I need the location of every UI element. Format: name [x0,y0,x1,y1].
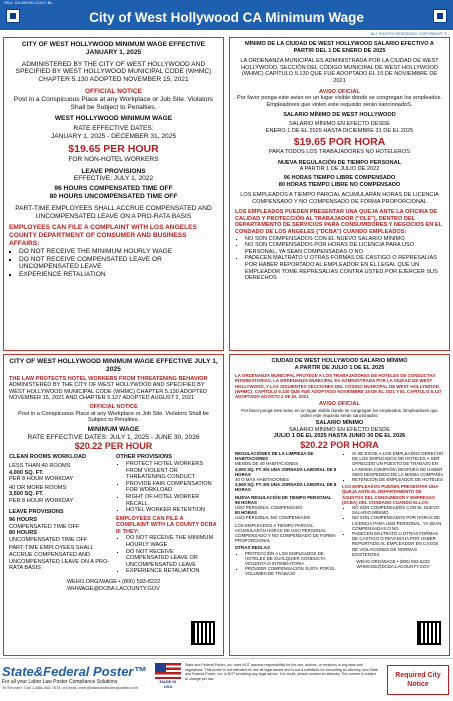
notice-title: AVISO OFICIAL [319,88,360,95]
rights-list [342,451,444,482]
admin-text: LA ORDENANZA MUNICIPAL ES ADMINISTRADA POR LA CIUDAD DE WEST HOLLYWOOD, SECCIÓN DEL CÓDIGO MUNICIPAL DE WEST HOLLYWOOD (WHMC) CAPÍTULO 5.130 QUE FUE ADOPTADO EL 15 DE NOVIEMBRE DE 2021 [240,58,439,84]
other-title: OTHER PROVISIONS [116,454,172,461]
wage-amount: $19.65 PER HOUR [68,142,159,155]
list-item: ▪ NO SON COMPENSADOS CON EL NUEVO SALARIO MÍNIMO [352,505,444,515]
clean-item: 40 OR MORE ROOMS [9,484,67,491]
contact-email: WHWAGE@DCBA.LACOUNTY.GOV [67,585,160,592]
panel-subheading: A PARTIR DE JULIO 1 DE EL 2025 [294,364,385,371]
panel-heading: CITY OF WEST HOLLYWOOD MINIMUM WAGE EFFECTIVE JULY 1, 2025 [9,358,218,373]
list-item: ▪ SI SE EXIGE A LOS EMPLEADOS DERECHO DE LOS EMPLEADOS DE HOTELES A SER OFRECIDO UN PUESTO DE TRABAJO EN LA MISMA COMPAÑÍA DESPUÉS DE HABER SIDO DESPEDIDO DE LA MISMA COMPAÑÍA [352,451,444,477]
wage-subtitle: PARA TODOS LOS TRABAJADORES NO HOTELEROS [268,149,411,156]
contact-email: WHWAGE@DCBA.LACOUNTY.GOV [356,564,430,570]
rate-label: SALARIO MÍNIMO EN EFECTO DESDE [289,120,390,127]
qr-code-icon [417,621,441,645]
list-item: ▪ DO NOT RECEIVE COMPENSATED LEAVE OR UNCOMPENSATED LEAVE [19,256,218,272]
complaint-text: LOS EMPLEADOS PUEDEN PRESENTAR UNA QUEJA ANTE EL DEPARTAMENTO DE ASUNTOS DEL CONSUMIDOR Y EMPRESAS (DCBA) DEL CONDADO CUANDO ELLOS: [342,484,439,505]
notice-text: Por favor ponga este aviso en un lugar visible donde se congregan los empleados. Empleadores que violen este requisito serán sancionadoS. [237,95,442,108]
footer [0,658,453,701]
clean-item: PER 8 HOUR WORKDAY [9,476,74,483]
leave-effective: A PARTIR 1 DE JULIO DE 2022 [299,166,380,173]
qr-code-icon [191,621,215,645]
clean-title: CLEAN ROOMS WORKLOAD [9,454,87,461]
leave-uncompensated: 80 HORAS TIEMPO LIBRE NO COMPENSADO [278,181,401,188]
list-item: ▪ HOTEL WORKER RETENTION [126,507,218,514]
reorder-contact: To Reorder: Call 1-888-465-7678 or Email order@stateandfederalposter.com [2,685,138,690]
notice-title: OFFICIAL NOTICE [84,87,143,95]
leave-uncompensated: 80 HOURS UNCOMPENSATED TIME OFF [49,192,178,200]
part-time-text: PART-TIME EMPLOYEES SHALL ACCRUE COMPENSATED AND UNCOMPENSATED LEAVE ON A PRO-RATA BASIS [15,204,212,220]
city-seal-icon [433,9,447,23]
notice-text: Post in a Conspicuous Place at any Workplace or Job Site. Violators Shall be Subject to Penalties. [18,410,209,424]
list-item: ▪ PADECEN MALTRATO U OTRAS FORMAS DE CASTIGO O REPRESALIAS POR HABER REPORTADO AL EMPLEADOR EN ÉL LEGAL QUE UN EMPLEADOR TOME REPRESALIAS CONTRA USTED POR EJERCER SUS DERECHOS [245,255,444,281]
complaint-text: LOS EMPLEADOS PUEDEN PRESENTAR UNA QUEJA ANTE LA OFICINA DE CALIDAD Y PROTECCIÓN AL TRABAJADOR ("OLE"), DENTRO DEL DEPARTAMENTO DE SERVICIOS PARA CONSUMIDORES Y NEGOCIOS EN EL CONDADO DE LOS ANGELES ("DCBA") CUANDO EMPLEADOS: [235,209,442,236]
law-text: LA ORDENANZA MUNICIPAL PROTEGE A LOS TRABAJADORES DE HOTELES DE CONDUCTAS INTIMIDATORIAS. LA ORDENANZA MUNICIPAL ES ADMINISTRADA POR LA CIUDAD DE WEST HOLLYWOOD, Y LAS SIGUIENTES SECCIONES DEL CÓDIGO MUNICIPAL DE WEST HOLLYWOOD (WHMC): CAPÍTULO 5.130 QUE FUE ADOPTADO NOVIEMBRE 15 DE EL 2021 Y EL CAPÍTULO 5.127 ADOPTADO AGOSTO 2 DE EL 2021 [235,373,442,399]
leave-title: LEAVE PROVISIONS [9,508,64,515]
part-time-text: PART-TIME EMPLOYEES SHALL ACCRUE COMPENSATED AND UNCOMPENSATED LEAVE ON A PRO-RATA BASIS [9,545,110,572]
leave-compensated-label: USO PERSONAL COMPENSADO [235,505,303,511]
leave-compensated: 96 HORAS [235,499,257,505]
leave-title: NUEVA REGULACIÓN DE TIEMPO PERSONAL [277,159,402,166]
notice-text: Por favor ponga este aviso en un lugar visible donde se congregan los empleados. Empleadores que violen este requisito serán sancionados. [241,407,438,418]
copyright: ALL RIGHTS RESERVED. COPYRIGHT © [370,31,447,36]
minimum-wage-title: SALARIO MÍNIMO DE WEST HOLLYWOOD [283,112,396,119]
wage-amount: $20.22 PER HOUR [74,441,153,452]
logo-text: State&Federal Poster [2,664,134,679]
list-item: ▪ PROVIDE FAIR COMPENSATION FOR WORKLOAD [126,481,218,494]
notice-text: Post in a Conspicuous Place at any Workplace or Job Site. Violators Shall be Subject to Penalties. [13,95,214,111]
panel-heading: CITY OF WEST HOLLYWOOD MINIMUM WAGE EFFECTIVE JANUARY 1, 2025 [21,41,206,56]
panel-heading: CIUDAD DE WEST HOLLYWOOD SALARIO MÍNIMO [271,358,408,364]
part-time-text: LOS EMPLEADOS A TIEMPO PARCIAL ACUMULARÁN HORAS DE LICENCIA COMPENSADO Y NO COMPENSADO DE FORMA PROPORCIONAL [240,192,439,205]
list-item: ▪ PROVEER COMPENSACIÓN JUSTA POR EL VOLUMEN DE TRABAJO [245,566,337,576]
notice-title: OFFICIAL NOTICE [89,403,138,410]
panel-spanish-jul [229,354,450,656]
wage-amount: $20.22 POR HORA [300,439,379,450]
leave-compensated: 96 HORAS TIEMPO LIBRE COMPENSADO [283,174,396,181]
minimum-wage-title: MINIMUM WAGE [87,425,140,433]
complaint-list [342,505,444,557]
rate-dates: JULIO 1 DE EL 2025 HASTA JUNIO 30 DE EL 2026 [273,433,406,440]
required-notice-badge: Required City Notice [387,665,449,695]
leave-uncompensated-label: USO PERSONAL NO COMPENSADO [235,515,311,521]
contact-phone: WEHO.ORG/WAGE • (800) 593-8222 [66,579,161,586]
made-in-usa-text: MADE IN USA [159,679,177,689]
list-item: ▪ PROTECT HOTEL WORKERS FROM VIOLENT OR THREATENING CONDUCT [126,461,218,481]
list-item: ▪ RETENCIÓN DE EMPLEADOS DE HOTELES [352,477,444,482]
leave-compensated: 96 HOURS COMPENSATED TIME OFF [54,185,173,193]
complaint-text: EMPLOYEES CAN FILE A COMPLAINT WITH LA COUNTY DCBA IF THEY: [116,515,217,535]
clean-item: MENOS DE 40 HABITACIONES [235,461,299,467]
rate-dates: ENERO 1 DE EL 2025 HASTA DICIEMBRE 31 DE EL 2025 [265,127,414,134]
clean-item: 3,500 SQ. FT. [9,491,44,498]
made-in-usa-badge [155,663,181,697]
clean-item: LESS THAN 40 ROOMS [9,462,71,469]
panel-spanish-jan [229,37,450,351]
list-item: ▪ NO SON COMPENSADOS POR HORAS DE LICENCIA PARA USO PERSONAL, YA SEAN COMPENSADAS O NO [352,515,444,531]
other-list [235,551,337,577]
wage-subtitle: FOR NON-HOTEL WORKERS [68,155,159,163]
list-item: ▪ PADECEN MALTRATO U OTRAS FORMAS DE CASTIGO O REVANCHA POR HABER REPORTADO AL EMPLEADOR EN CASOS DE VIOLACIONES DE NORMAS EXISTENTES [352,531,444,557]
list-item: ▪ DO NOT RECEIVE COMPENSATED LEAVE OR UNCOMPENSATED LEAVE [126,549,218,569]
rate-dates: JANUARY 1, 2025 - DECEMBER 31, 2025 [50,132,177,140]
list-item: ▪ DO NOT RECEIVE THE MINIMUM HOURLY WAGE [19,248,218,256]
poster-title: City of West Hollywood CA Minimum Wage [89,10,364,25]
leave-title: NUEVA REGULACIÓN DE TIEMPO PERSONAL [235,494,332,500]
list-item: ▪ NO SON COMPENSADOS POR HORAS DE LICENCIA PARA USO PERSONAL, YA SEAN COMPENSADAS O NO [245,242,444,255]
leave-compensated: 96 HOURS [9,517,37,524]
us-flag-icon [155,663,181,679]
panel-heading: MÍNIMO DE LA CIUDAD DE WEST HOLLYWOOD SALARIO EFECTIVO A PARTIR DEL 1 DE ENERO DE 2025 [245,41,434,54]
wage-amount: $19.65 POR HORA [293,136,386,149]
part-time-text: LOS EMPLEADOS A TIEMPO PARCIAL ACUMULARÁN HORAS DE USO PERSONAL COMPENSADO Y NO COMPENSADO DE FORMA PROPORCIONAL [235,522,336,544]
panel-english-jul [3,354,224,656]
rate-dates: RATE EFFECTIVE DATES: JULY 1, 2025 - JUNE 30, 2026 [27,433,200,441]
admin-text: ADMINISTERED BY THE CITY OF WEST HOLLYWOOD AND SPECIFIED BY WEST HOLLYWOOD MUNICIPAL CODE (WHMC) CHAPTER 5.130 ADOPTED NOVEMBER 15, 2021 [15,60,212,84]
clean-item: 4,000 SQ. FT. EN UNA JORNADA LABORAL DE 8 HORAS [235,466,337,477]
tagline: For all your Labor Law Poster Compliance Solutions [2,679,118,685]
list-item: ▪ EXPERIENCE RETALIATION [126,568,218,575]
leave-title: LEAVE PROVISIONS [81,167,146,175]
sku-label: SKU: CA-WEHO-11X17-BL [4,0,53,5]
clean-item: 40 O MÁS HABITACIONES [235,477,289,482]
complaint-list [116,535,218,575]
list-item: ▪ EXPERIENCE RETALIATION [19,271,218,279]
minimum-wage-title: SALARIO MÍNIMO [315,420,364,427]
disclaimer: State and Federal Poster, Inc. does NOT assume responsibility for the use, actions, or revisions in any laws and regulations. This poster is not intended for use as legal advice and is not a substitute for consulting an attorney, and State and Federal Poster, Inc. is NOT providing any legal advice. If in doubt, please contact an attorney. The content is subject to change per law. [185,663,378,681]
leave-uncompensated: 80 HORAS [235,510,257,516]
leave-uncompensated: 80 HOURS [9,530,37,537]
rate-label: SALARIO MÍNIMO EN EFECTO DESDE [289,426,390,433]
complaint-text: EMPLOYEES CAN FILE A COMPLAINT WITH LOS ANGELES COUNTY DEPARTMENT OF CONSUMER AND BUSINESS AFFAIRS: [9,224,197,247]
leave-compensated-label: COMPENSATED TIME OFF [9,523,80,530]
contact-phone: WEHO.ORG/WAGE • (800) 593-8222 [356,559,430,565]
minimum-wage-title: WEST HOLLYWOOD MINIMUM WAGE [54,115,173,123]
panel-english-jan [3,37,224,351]
notice-title: AVISO OFICIAL [319,401,360,408]
other-title: OTRAS REGLAS [235,545,270,551]
complaint-list [9,248,218,279]
list-item: ▪ DO NOT RECEIVE THE MINIMUM HOURLY WAGE [126,535,218,548]
list-item: ▪ PROTECCIÓN A LOS EMPLEADOS DE HOTELES DE CUALQUIER CONDUCTA VIOLENTA O INTIMIDATORIA [245,551,337,567]
clean-item: 4,000 SQ. FT. [9,469,44,476]
clean-item: 3,500 SQ. FT. EN UNA JORNADA LABORAL DE 8 HORAS [235,482,337,493]
brand-logo: State&Federal Poster™ For all your Labor Law Poster Compliance Solutions To Reorder: Call 1-888-465-7678 or Email order@stateandfederalposter.com [2,665,152,697]
law-text: THE LAW PROTECTS HOTEL WORKERS FROM THREATENING BEHAVIOR [9,375,208,382]
admin-text: ADMINISTERED BY THE CITY OF WEST HOLLYWOOD AND SPECIFIED BY WEST HOLLYWOOD MUNICIPAL CODE (WHMC) CHAPTER 5.130 ADOPTED NOVEMBER 15, 2021 AND CHAPTER 5.127 ADOPTED AUGUST 2, 2021 [9,382,208,402]
clean-title: REGULACIONES DE LA LIMPIEZA DE HABITACIONES [235,450,314,462]
clean-item: PER 8 HOUR WORKDAY [9,497,74,504]
list-item: ▪ RIGHT OF HOTEL WORKER RECALL [126,494,218,507]
leave-uncompensated-label: UNCOMPENSATED TIME OFF [9,536,88,543]
rate-label: RATE EFFECTIVE DATES: [73,125,154,133]
other-list [116,461,218,514]
complaint-list [235,236,444,282]
leave-effective: EFFECTIVE: JULY 1, 2022 [73,175,154,183]
list-item: ▪ NO SON COMPENSADOS CON EL NUEVO SALARIO MÍNIMO [245,236,444,243]
